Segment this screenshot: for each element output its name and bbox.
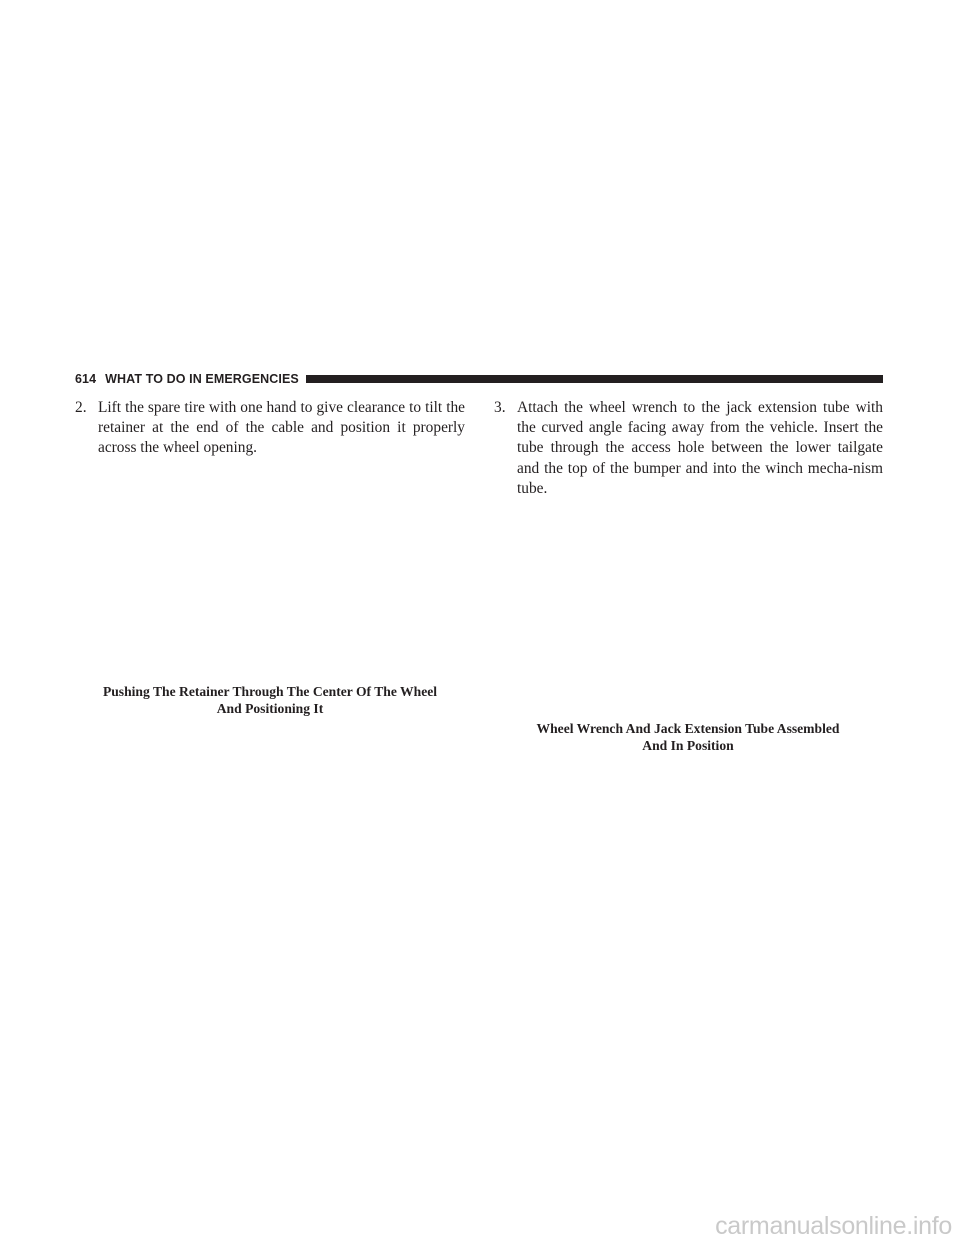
left-column xyxy=(75,398,465,459)
page-number: 614 xyxy=(75,372,97,386)
figure-caption-left xyxy=(60,684,480,717)
caption-line: Wheel Wrench And Jack Extension Tube Assembled xyxy=(536,721,840,736)
header-rule xyxy=(306,375,883,383)
step-3 xyxy=(494,398,883,499)
figure-caption-right xyxy=(478,721,898,754)
section-title: WHAT TO DO IN EMERGENCIES xyxy=(105,372,299,386)
step-text: Attach the wheel wrench to the jack extension tube with the curved angle facing away from the vehicle. Insert the tube through the access hole between the lower tailgate and the top of the bumper and into the winch mecha-nism tube. xyxy=(517,399,883,497)
page-header xyxy=(75,371,883,387)
caption-line: And In Position xyxy=(642,737,734,753)
figure-wrench-placeholder xyxy=(494,500,883,712)
caption-line: And Positioning It xyxy=(216,700,324,716)
step-number: 3. xyxy=(494,399,506,416)
step-text: Lift the spare tire with one hand to give clearance to tilt the retainer at the end of the cable and position it properly across the wheel opening. xyxy=(98,399,465,457)
step-2 xyxy=(75,398,465,459)
caption-line: Pushing The Retainer Through The Center Of The Wheel xyxy=(102,684,438,699)
right-column xyxy=(494,398,883,499)
watermark-text: carmanualsonline.info xyxy=(715,1212,952,1240)
figure-retainer-placeholder xyxy=(75,466,465,678)
step-number: 2. xyxy=(75,399,87,416)
